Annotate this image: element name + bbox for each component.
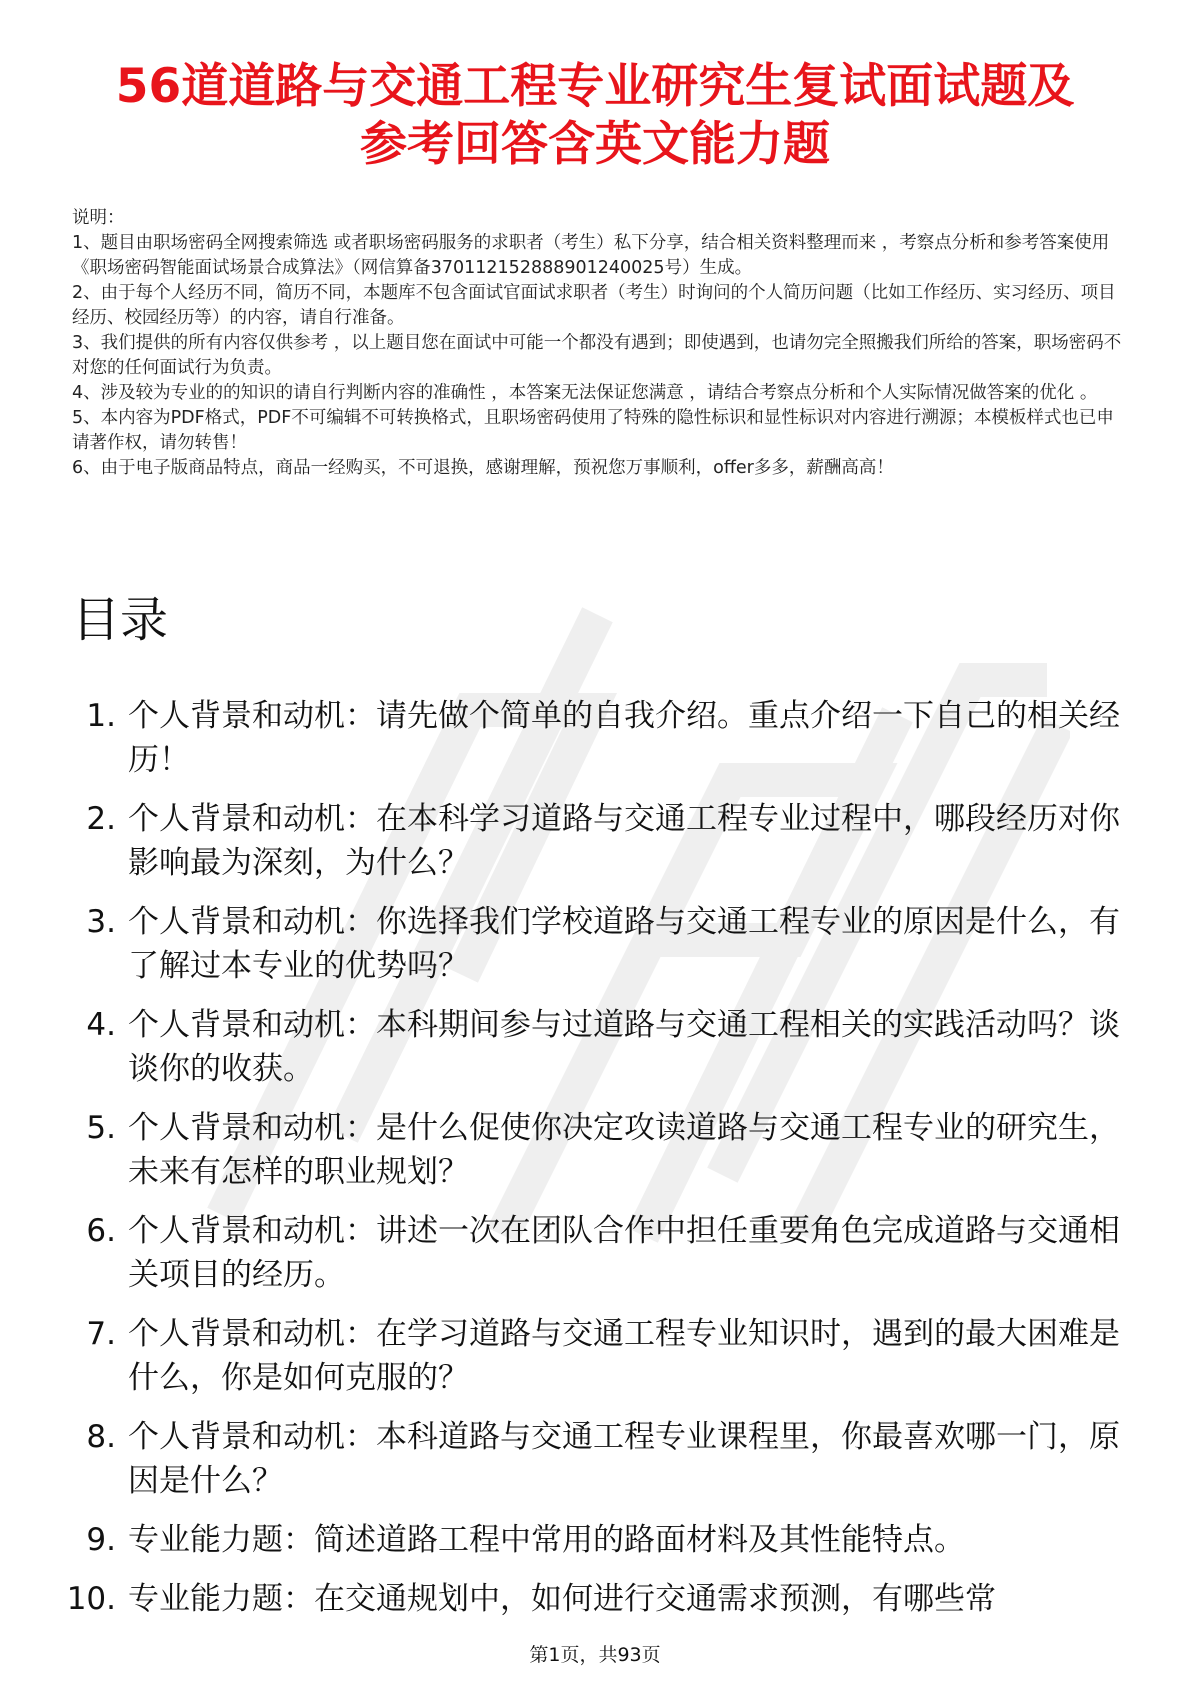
note-item-4: 4、涉及较为专业的的知识的请自行判断内容的准确性 ，本答案无法保证您满意 ，请结合考察点分析和个人实际情况做答案的优化 。 [72,383,1098,403]
page-footer: 第1页，共93页 [529,1644,661,1666]
note-item-3: 3、我们提供的所有内容仅供参考 ，以上题目您在面试中可能一个都没有遇到；即使遇到，也请勿完全照搬我们所给的答案，职场密码不对您的任何面试行为负责。 [72,333,1122,378]
toc-item[interactable] [72,1518,1122,1562]
notes-section [72,206,1122,481]
toc-item-text: 专业能力题：在交通规划中，如何进行交通需求预测，有哪些常 [128,1581,996,1617]
toc-item-number: 2. [86,801,116,837]
note-item-2: 2、由于每个人经历不同，简历不同，本题库不包含面试官面试求职者（考生）时询问的个人简历问题（比如工作经历、实习经历、项目经历、校园经历等）的内容，请自行准备。 [72,283,1116,328]
toc-item-number: 5. [86,1110,116,1146]
toc-item-number: 6. [86,1213,116,1249]
note-item-1: 1、题目由职场密码全网搜索筛选 或者职场密码服务的求职者（考生）私下分享，结合相关资料整理而来 ，考察点分析和参考答案使用《职场密码智能面试场景合成算法》（网信算备370112152888901240025号）生成。 [72,233,1110,278]
toc-item-text: 个人背景和动机：你选择我们学校道路与交通工程专业的原因是什么，有了解过本专业的优势吗？ [128,904,1120,984]
toc-item-number: 4. [86,1007,116,1043]
toc-item-text: 专业能力题：简述道路工程中常用的路面材料及其性能特点。 [128,1522,965,1558]
title-line-2: 参考回答含英文能力题 [360,117,830,172]
toc-item[interactable] [72,1312,1122,1400]
toc-item[interactable] [72,1106,1122,1194]
toc-item-text: 个人背景和动机：本科期间参与过道路与交通工程相关的实践活动吗？谈谈你的收获。 [128,1007,1120,1087]
title-line-1: 56道道路与交通工程专业研究生复试面试题及 [115,59,1075,114]
note-item-5: 5、本内容为PDF格式，PDF不可编辑不可转换格式，且职场密码使用了特殊的隐性标识和显性标识对内容进行溯源；本模板样式也已申请著作权，请勿转售！ [72,408,1114,453]
toc-item-number: 9. [86,1522,116,1558]
toc-item-number: 10. [66,1581,116,1617]
toc-item[interactable] [72,1415,1122,1503]
toc-item-text: 个人背景和动机：讲述一次在团队合作中担任重要角色完成道路与交通相关项目的经历。 [128,1213,1120,1293]
toc-heading: 目录 [72,592,169,648]
toc-item-number: 1. [86,698,116,734]
toc-item-text: 个人背景和动机：请先做个简单的自我介绍。重点介绍一下自己的相关经历！ [128,698,1120,778]
toc-item[interactable] [72,900,1122,988]
toc-item-text: 个人背景和动机：在学习道路与交通工程专业知识时，遇到的最大困难是什么，你是如何克服的？ [128,1316,1120,1396]
toc-item[interactable] [72,694,1122,782]
toc-item-number: 8. [86,1419,116,1455]
toc-item[interactable] [72,1209,1122,1297]
document-title [40,58,1150,174]
toc-item[interactable] [72,797,1122,885]
toc-item-number: 7. [86,1316,116,1352]
toc-item-text: 个人背景和动机：本科道路与交通工程专业课程里，你最喜欢哪一门，原因是什么？ [128,1419,1120,1499]
toc-item[interactable] [66,1577,1122,1621]
toc-list [66,694,1122,1636]
note-item-6: 6、由于电子版商品特点，商品一经购买，不可退换，感谢理解，预祝您万事顺利，offer多多，薪酬高高！ [72,458,894,478]
toc-item-number: 3. [86,904,116,940]
toc-item-text: 个人背景和动机：是什么促使你决定攻读道路与交通工程专业的研究生，未来有怎样的职业规划？ [128,1110,1120,1190]
toc-item-text: 个人背景和动机：在本科学习道路与交通工程专业过程中，哪段经历对你影响最为深刻，为什么？ [128,801,1120,881]
notes-heading: 说明： [72,208,125,228]
toc-item[interactable] [72,1003,1122,1091]
